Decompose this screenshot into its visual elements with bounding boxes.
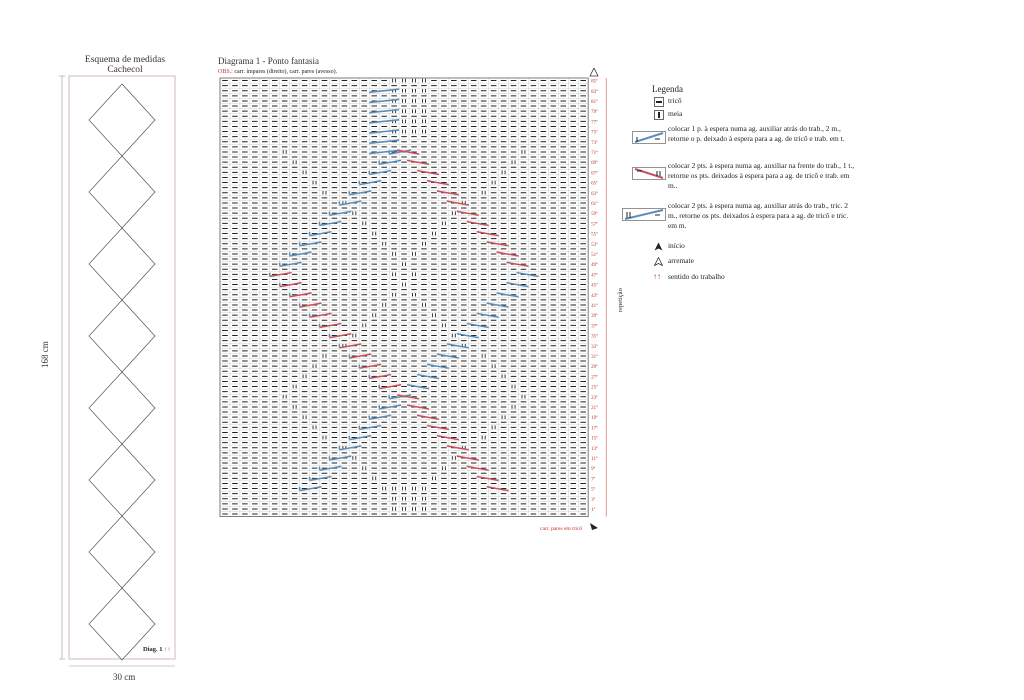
chart-grid bbox=[220, 78, 588, 517]
row-labels bbox=[591, 78, 606, 517]
measures-title-line1: Esquema de medidas bbox=[84, 55, 166, 65]
row-label: 63ª bbox=[591, 191, 598, 197]
knitting-chart bbox=[212, 68, 632, 538]
scheme-diamond bbox=[89, 228, 155, 300]
legend-title: Legenda bbox=[652, 84, 683, 94]
diag-reference bbox=[143, 646, 171, 653]
row-label: 83ª bbox=[591, 89, 598, 95]
diamond-chain bbox=[89, 84, 155, 660]
legend-cable-red-text: colocar 2 pts. à espera numa ag. auxiliar na frente do trab., 1 t., retorne os pts. deixados à espera para a ag. de tricô e trab. em m.. bbox=[668, 161, 855, 190]
obs-label: OBS.: bbox=[218, 69, 233, 75]
diag-label: Diag. 1 bbox=[143, 646, 163, 653]
row-label: 19ª bbox=[591, 416, 598, 422]
row-label: 47ª bbox=[591, 273, 598, 279]
legend-cable-red-icon bbox=[632, 167, 666, 180]
scheme-diamond bbox=[89, 156, 155, 228]
row-label: 67ª bbox=[591, 171, 598, 177]
row-label: 53ª bbox=[591, 242, 598, 248]
row-label: 23ª bbox=[591, 395, 598, 401]
arremate-marker bbox=[590, 68, 598, 76]
scheme-diamond bbox=[89, 444, 155, 516]
row-label: 61ª bbox=[591, 201, 598, 207]
row-label: 21ª bbox=[591, 405, 598, 411]
scarf-scheme bbox=[50, 74, 190, 684]
row-label: 69ª bbox=[591, 161, 598, 167]
row-label: 17ª bbox=[591, 426, 598, 432]
legend-trico-icon bbox=[654, 97, 664, 107]
row-label: 73ª bbox=[591, 140, 598, 146]
row-label: 75ª bbox=[591, 130, 598, 136]
legend-trico-text: tricô bbox=[668, 96, 682, 105]
inicio-marker bbox=[590, 523, 598, 530]
row-label: 31ª bbox=[591, 354, 598, 360]
legend-inicio-text: início bbox=[668, 241, 685, 250]
row-label: 5ª bbox=[591, 487, 596, 493]
legend-cable-blue-2-text: colocar 2 pts. à espera numa ag. auxiliar atrás do trab., tric. 2 m., retorne os pts. deixados à espera para a ag. de tricô e tric. em m. bbox=[668, 201, 849, 230]
height-label: 168 cm bbox=[40, 341, 50, 368]
scheme-diamond bbox=[89, 300, 155, 372]
row-label: 3ª bbox=[591, 497, 596, 503]
row-label: 37ª bbox=[591, 324, 598, 330]
row-label: 79ª bbox=[591, 110, 598, 116]
measures-title-line2: Cachecol bbox=[107, 65, 143, 75]
legend-meia-text: meia bbox=[668, 109, 683, 118]
row-label: 57ª bbox=[591, 222, 598, 228]
legend-cable-blue-1-text: colocar 1 p. à espera numa ag. auxiliar atrás do trab., 2 m., retorne o p. deixado à espera para a ag. de tricô e trab. em t. bbox=[668, 124, 845, 143]
scheme-diamond bbox=[89, 372, 155, 444]
width-label: 30 cm bbox=[113, 672, 136, 682]
legend-cable-blue-2-icon bbox=[622, 208, 666, 221]
row-label: 15ª bbox=[591, 436, 598, 442]
row-label: 51ª bbox=[591, 252, 598, 258]
row-label: 65ª bbox=[591, 181, 598, 187]
row-label: 55ª bbox=[591, 232, 598, 238]
row-label: 41ª bbox=[591, 303, 598, 309]
scheme-diamond bbox=[89, 84, 155, 156]
repeat-label: repetição bbox=[617, 288, 624, 312]
arremate-icon bbox=[654, 257, 663, 266]
measures-title bbox=[82, 55, 168, 75]
row-label: 45ª bbox=[591, 283, 598, 289]
scarf-outline bbox=[69, 76, 175, 659]
row-label: 13ª bbox=[591, 446, 598, 452]
row-label: 9ª bbox=[591, 467, 596, 473]
row-label: 25ª bbox=[591, 385, 598, 391]
row-label: 35ª bbox=[591, 334, 598, 340]
direction-arrows: ↑↑ bbox=[164, 646, 171, 653]
row-label: 77ª bbox=[591, 120, 598, 126]
footer-note: carr. pares em tricô bbox=[540, 526, 583, 532]
row-label: 85ª bbox=[591, 79, 598, 85]
row-label: 71ª bbox=[591, 150, 598, 156]
legend-arremate-text: arremate bbox=[668, 256, 694, 265]
row-label: 59ª bbox=[591, 212, 598, 218]
row-label: 43ª bbox=[591, 293, 598, 299]
row-label: 1ª bbox=[591, 507, 596, 513]
row-label: 81ª bbox=[591, 99, 598, 105]
row-label: 29ª bbox=[591, 365, 598, 371]
row-label: 33ª bbox=[591, 344, 598, 350]
row-label: 39ª bbox=[591, 314, 598, 320]
legend-sentido-text: sentido do trabalho bbox=[668, 272, 725, 281]
row-label: 27ª bbox=[591, 375, 598, 381]
scheme-diamond bbox=[89, 516, 155, 588]
row-label: 11ª bbox=[591, 456, 598, 462]
legend-cable-blue-1-icon bbox=[632, 131, 666, 144]
diagram-title: Diagrama 1 - Ponto fantasia bbox=[218, 56, 319, 66]
obs-text: carr. ímpares (direito), carr. pares (avesso). bbox=[234, 69, 338, 75]
sentido-icon: ↑↑ bbox=[653, 272, 661, 281]
row-label: 7ª bbox=[591, 477, 596, 483]
legend-meia-icon bbox=[654, 110, 664, 120]
row-label: 49ª bbox=[591, 263, 598, 269]
inicio-icon bbox=[654, 242, 663, 251]
